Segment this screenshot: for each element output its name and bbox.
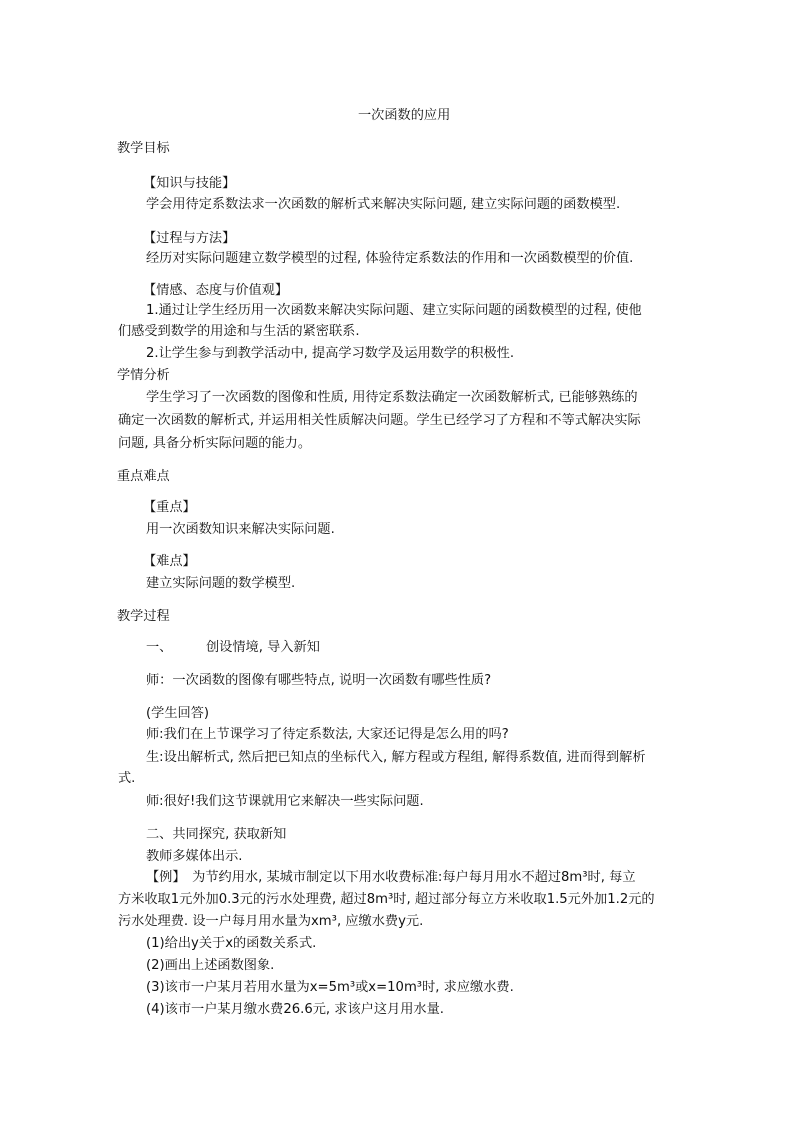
text-question-2: (2)画出上述函数图象. bbox=[146, 958, 275, 973]
text-question-4: (4)该市一户某月缴水费26.6元, 求该户这月用水量. bbox=[146, 1002, 444, 1017]
text-teacher-q1: 师：一次函数的图像有哪些特点, 说明一次函数有哪些性质? bbox=[146, 673, 492, 688]
section1-number: 一、 bbox=[146, 640, 173, 655]
text-difficult-point: 建立实际问题的数学模型. bbox=[146, 576, 296, 591]
text-teacher-q2: 师:我们在上节课学习了待定系数法, 大家还记得是怎么用的吗? bbox=[146, 727, 509, 742]
label-process-method: 【过程与方法】 bbox=[143, 231, 236, 246]
text-emotion-item1-line1: 1.通过让学生经历用一次函数来解决实际问题、建立实际问题的函数模型的过程, 使他 bbox=[146, 303, 642, 318]
text-analysis-line1: 学生学习了一次函数的图像和性质, 用待定系数法确定一次函数解析式, 已能够熟练的 bbox=[146, 390, 638, 405]
label-key-point: 【重点】 bbox=[143, 500, 196, 515]
text-multimedia: 教师多媒体出示. bbox=[146, 849, 243, 864]
label-emotion-values: 【情感、态度与价值观】 bbox=[143, 283, 289, 298]
text-key-point: 用一次函数知识来解决实际问题. bbox=[146, 522, 335, 537]
text-analysis-line3: 问题, 具备分析实际问题的能力。 bbox=[118, 436, 312, 451]
text-emotion-item2: 2.让学生参与到教学活动中, 提高学习数学及运用数学的积极性. bbox=[146, 346, 515, 361]
text-student2-line1: 生:设出解析式, 然后把已知点的坐标代入, 解方程或方程组, 解得系数值, 进而得到解析 bbox=[146, 750, 646, 765]
text-student-answer: (学生回答) bbox=[146, 706, 210, 721]
text-emotion-item1-line2: 们感受到数学的用途和与生活的紧密联系. bbox=[118, 324, 360, 339]
text-example-line2: 方米收取1元外加0.3元的污水处理费, 超过8m³时, 超过部分每立方米收取1.5元外加1.2元的 bbox=[118, 892, 655, 907]
text-analysis-line2: 确定一次函数的解析式, 并运用相关性质解决问题。学生已经学习了方程和不等式解决实际 bbox=[118, 413, 641, 428]
text-process-method: 经历对实际问题建立数学模型的过程, 体验待定系数法的作用和一次函数模型的价值. bbox=[146, 251, 634, 266]
text-student2-line2: 式. bbox=[118, 771, 136, 786]
text-example-line1: 【例】 为节约用水, 某城市制定以下用水收费标准:每户每月用水不超过8m³时, 每立 bbox=[146, 870, 636, 885]
text-teacher-q3: 师:很好!我们这节课就用它来解决一些实际问题. bbox=[146, 794, 424, 809]
heading-objectives: 教学目标 bbox=[117, 141, 170, 156]
section1-title: 创设情境, 导入新知 bbox=[206, 640, 320, 655]
text-example-line3: 污水处理费. 设一户每月用水量为xm³, 应缴水费y元. bbox=[118, 914, 424, 929]
text-question-1: (1)给出y关于x的函数关系式. bbox=[146, 936, 317, 951]
heading-analysis: 学情分析 bbox=[117, 368, 170, 383]
heading-key-points: 重点难点 bbox=[117, 469, 170, 484]
label-difficult-point: 【难点】 bbox=[143, 554, 196, 569]
label-knowledge-skills: 【知识与技能】 bbox=[143, 176, 236, 191]
text-question-3: (3)该市一户某月若用水量为x=5m³或x=10m³时, 求应缴水费. bbox=[146, 980, 514, 995]
heading-process: 教学过程 bbox=[117, 609, 170, 624]
section2-title: 二、共同探究, 获取新知 bbox=[146, 827, 287, 842]
text-knowledge-skills: 学会用待定系数法求一次函数的解析式来解决实际问题, 建立实际问题的函数模型. bbox=[146, 197, 621, 212]
document-title: 一次函数的应用 bbox=[358, 108, 451, 123]
